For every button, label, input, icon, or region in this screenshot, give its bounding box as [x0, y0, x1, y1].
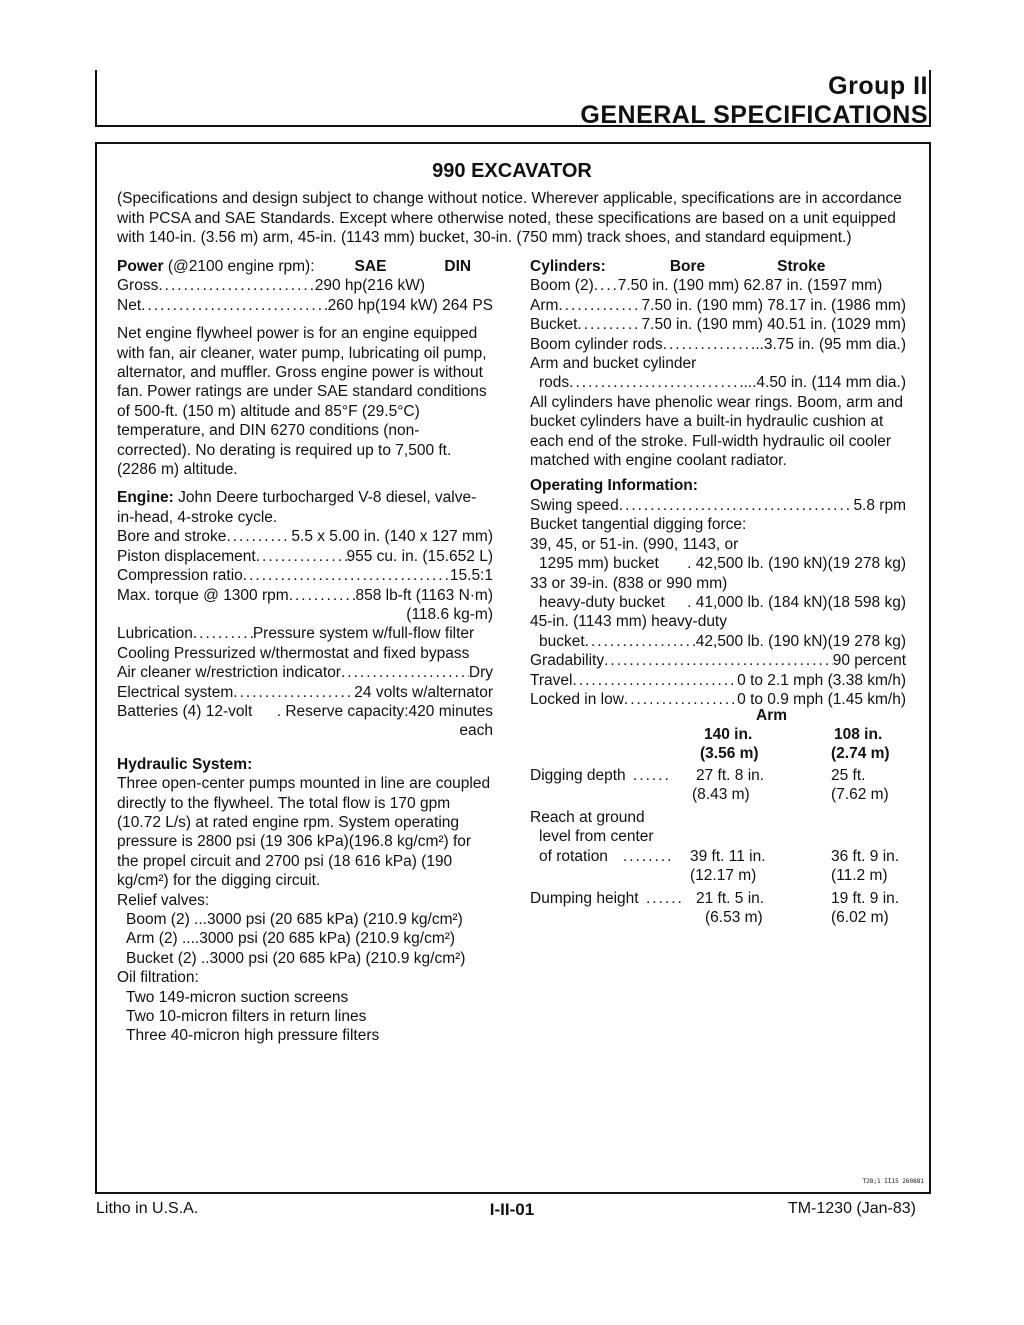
reach-v2: 36 ft. 9 in.: [831, 848, 900, 865]
force-row-2: heavy-duty bucket . 41,000 lb. (184 kN)(18 598 kg): [539, 593, 906, 611]
torque-row-2: (118.6 kg-m): [406, 605, 493, 623]
force-heading: Bucket tangential digging force:: [530, 516, 747, 534]
reach-dots: ........: [623, 848, 674, 865]
arm-col1-a: 140 in.: [704, 726, 753, 743]
dump-v2: 19 ft. 9 in.: [831, 890, 900, 907]
force-row-1: 1295 mm) bucket . 42,500 lb. (190 kN)(19 278 kg): [539, 555, 906, 573]
footer-left: Litho in U.S.A.: [96, 1200, 199, 1217]
filter-2: Two 10-micron filters in return lines: [126, 1008, 367, 1026]
section-title: GENERAL SPECIFICATIONS: [580, 101, 928, 129]
relief-boom: Boom (2) ...3000 psi (20 685 kPa) (210.9 kg/cm²): [126, 911, 463, 928]
body-left-rule: [95, 142, 97, 1194]
relief-arm: Arm (2) ....3000 psi (20 685 kPa) (210.9 kg/cm²): [126, 930, 456, 948]
arm-table-heading: Arm: [756, 707, 788, 724]
gross-row: Gross ..... 290 hp(216 kW): [117, 276, 493, 295]
dig-v2b: (7.62 m): [831, 786, 889, 803]
intro-paragraph: (Specifications and design subject to change without notice. Wherever applicable, specifications are in accordance with PCSA and SAE Standards. Except where otherwise noted, these specifications are based on a unit equipped with 140-in. (3.56 m) arm, 45-in. (1143 mm) bucket, 30-in. (750 mm) track shoes, and standard equipment.): [117, 190, 902, 246]
reach-v1b: (12.17 m): [690, 867, 757, 884]
dump-label: Dumping height: [530, 890, 639, 907]
force-row-3: bucket ..... 42,500 lb. (190 kN)(19 278 kg): [530, 632, 906, 651]
reach-l1: Reach at ground: [530, 809, 645, 826]
batteries-row: Batteries (4) 12-volt . Reserve capacity:420 minutes: [117, 702, 493, 720]
dump-v2b: (6.02 m): [831, 909, 889, 926]
page-title: 990 EXCAVATOR: [432, 160, 592, 182]
reach-v1: 39 ft. 11 in.: [690, 848, 766, 865]
cyl-boom-row: Boom (2) ..... 7.50 in. (190 mm) 62.87 in. (1597 mm): [530, 276, 906, 295]
footer-right: TM-1230 (Jan-83): [787, 1200, 916, 1217]
locked-row: Locked in low ..... 0 to 0.9 mph (1.45 km/h): [530, 690, 906, 709]
electrical-row: Electrical system ..... 24 volts w/alternator: [117, 683, 493, 702]
group-label: Group II: [828, 72, 928, 100]
power-subheading: (@2100 engine rpm):: [167, 258, 315, 275]
lubrication-row: Lubrication ..... Pressure system w/full-flow filter: [117, 624, 493, 643]
dig-label: Digging depth: [530, 767, 626, 784]
arm-col2-b: (2.74 m): [831, 745, 890, 762]
filtration-heading: Oil filtration:: [117, 969, 199, 987]
force-line-1: 39, 45, or 51-in. (990, 1143, or: [530, 535, 739, 553]
operating-heading: Operating Information:: [530, 477, 698, 495]
dig-v2: 25 ft.: [831, 767, 866, 784]
left-column: [117, 257, 493, 1046]
right-column: [530, 257, 906, 709]
force-line-3: 45-in. (1143 mm) heavy-duty: [530, 613, 727, 631]
reach-v2b: (11.2 m): [831, 867, 888, 884]
engine-desc: Engine: John Deere turbocharged V-8 diesel, valve-in-head, 4-stroke cycle.: [117, 489, 477, 526]
ab-rods-row: rods ..... ...4.50 in. (114 mm dia.): [530, 373, 906, 392]
air-cleaner-row: Air cleaner w/restriction indicator ..... Dry: [117, 663, 493, 682]
dump-v1: 21 ft. 5 in.: [696, 890, 765, 907]
reach-l2: level from center: [539, 828, 654, 845]
dump-v1b: (6.53 m): [705, 909, 763, 926]
arm-col2-a: 108 in.: [834, 726, 883, 743]
cyl-arm-row: Arm ..... 7.50 in. (190 mm) 78.17 in. (1986 mm): [530, 296, 906, 315]
filter-1: Two 149-micron suction screens: [126, 988, 349, 1006]
power-heading-row: [117, 257, 493, 276]
hydraulic-heading: Hydraulic System:: [117, 755, 253, 773]
dump-dots: ......: [646, 890, 684, 907]
dig-v1b: (8.43 m): [692, 786, 750, 803]
arm-table: [530, 706, 910, 984]
reach-l3: of rotation: [539, 848, 608, 865]
arm-col1-b: (3.56 m): [700, 745, 759, 762]
net-row: Net ..... 260 hp(194 kW) 264 PS: [117, 296, 493, 315]
print-code: T28;1 II15 260881: [862, 1178, 924, 1185]
cooling-row: Cooling Pressurized w/thermostat and fixed bypass: [117, 644, 470, 662]
cylinders-heading-row: Cylinders: Bore Stroke: [530, 258, 826, 275]
relief-heading: Relief valves:: [117, 891, 210, 909]
batteries-row-2: each: [459, 722, 493, 740]
power-note: Net engine flywheel power is for an engine equipped with fan, air cleaner, water pump, lubricating oil pump, alternator, and muffler. Gross engine power is without fan. Power ratings are under SAE standard conditions of 500-ft. (150 m) altitude and 85°F (29.5°C) temperature, and DIN 6270 conditions (non-corrected). No derating is required up to 7,500 ft. (2286 m) altitude.: [117, 325, 487, 479]
hydraulic-desc: Three open-center pumps mounted in line are coupled directly to the flywheel. The total flow is 170 gpm (10.72 L/s) at rated engine rpm. System operating pressure is 2800 psi (19 306 kPa)(196.8 kg/cm²) for the propel circuit and 2700 psi (18 616 kPa) (190 kg/cm²) for the digging circuit.: [117, 775, 491, 890]
dig-v1: 27 ft. 8 in.: [696, 767, 765, 784]
body-top-rule: [95, 142, 931, 144]
cylinders-note: All cylinders have phenolic wear rings. Boom, arm and bucket cylinders have a built-in hydraulic cushion at each end of the stroke. Full-width hydraulic oil cooler matched with engine coolant radiator.: [530, 393, 904, 470]
ab-heading: Arm and bucket cylinder: [530, 355, 697, 373]
boom-rods-row: Boom cylinder rods ..... ...3.75 in. (95 mm dia.): [530, 335, 906, 354]
body-bottom-rule: [95, 1192, 931, 1194]
cyl-bucket-row: Bucket ..... 7.50 in. (190 mm) 40.51 in. (1029 mm): [530, 315, 906, 334]
filter-3: Three 40-micron high pressure filters: [126, 1027, 380, 1045]
dig-dots: ......: [633, 767, 671, 784]
header-left-rule: [95, 70, 97, 126]
torque-row: Max. torque @ 1300 rpm ..... 858 lb-ft (1163 N·m): [117, 586, 493, 605]
header-right-rule: [929, 70, 931, 126]
bore-row: Bore and stroke ..... 5.5 x 5.00 in. (140 x 127 mm): [117, 527, 493, 546]
swing-row: Swing speed ..... 5.8 rpm: [530, 496, 906, 515]
footer-page-number: I-II-01: [489, 1200, 535, 1219]
col-sae: SAE: [354, 258, 387, 275]
power-heading: Power: [117, 258, 164, 275]
travel-row: Travel ..... 0 to 2.1 mph (3.38 km/h): [530, 671, 906, 690]
relief-bucket: Bucket (2) ..3000 psi (20 685 kPa) (210.9 kg/cm²): [126, 949, 466, 967]
col-din: DIN: [444, 258, 472, 275]
gradability-row: Gradability ..... 90 percent: [530, 651, 906, 670]
displacement-row: Piston displacement ..... 955 cu. in. (15.652 L): [117, 547, 493, 566]
force-line-2: 33 or 39-in. (838 or 990 mm): [530, 574, 728, 592]
compression-row: Compression ratio ..... 15.5:1: [117, 566, 493, 585]
body-right-rule: [929, 142, 931, 1194]
